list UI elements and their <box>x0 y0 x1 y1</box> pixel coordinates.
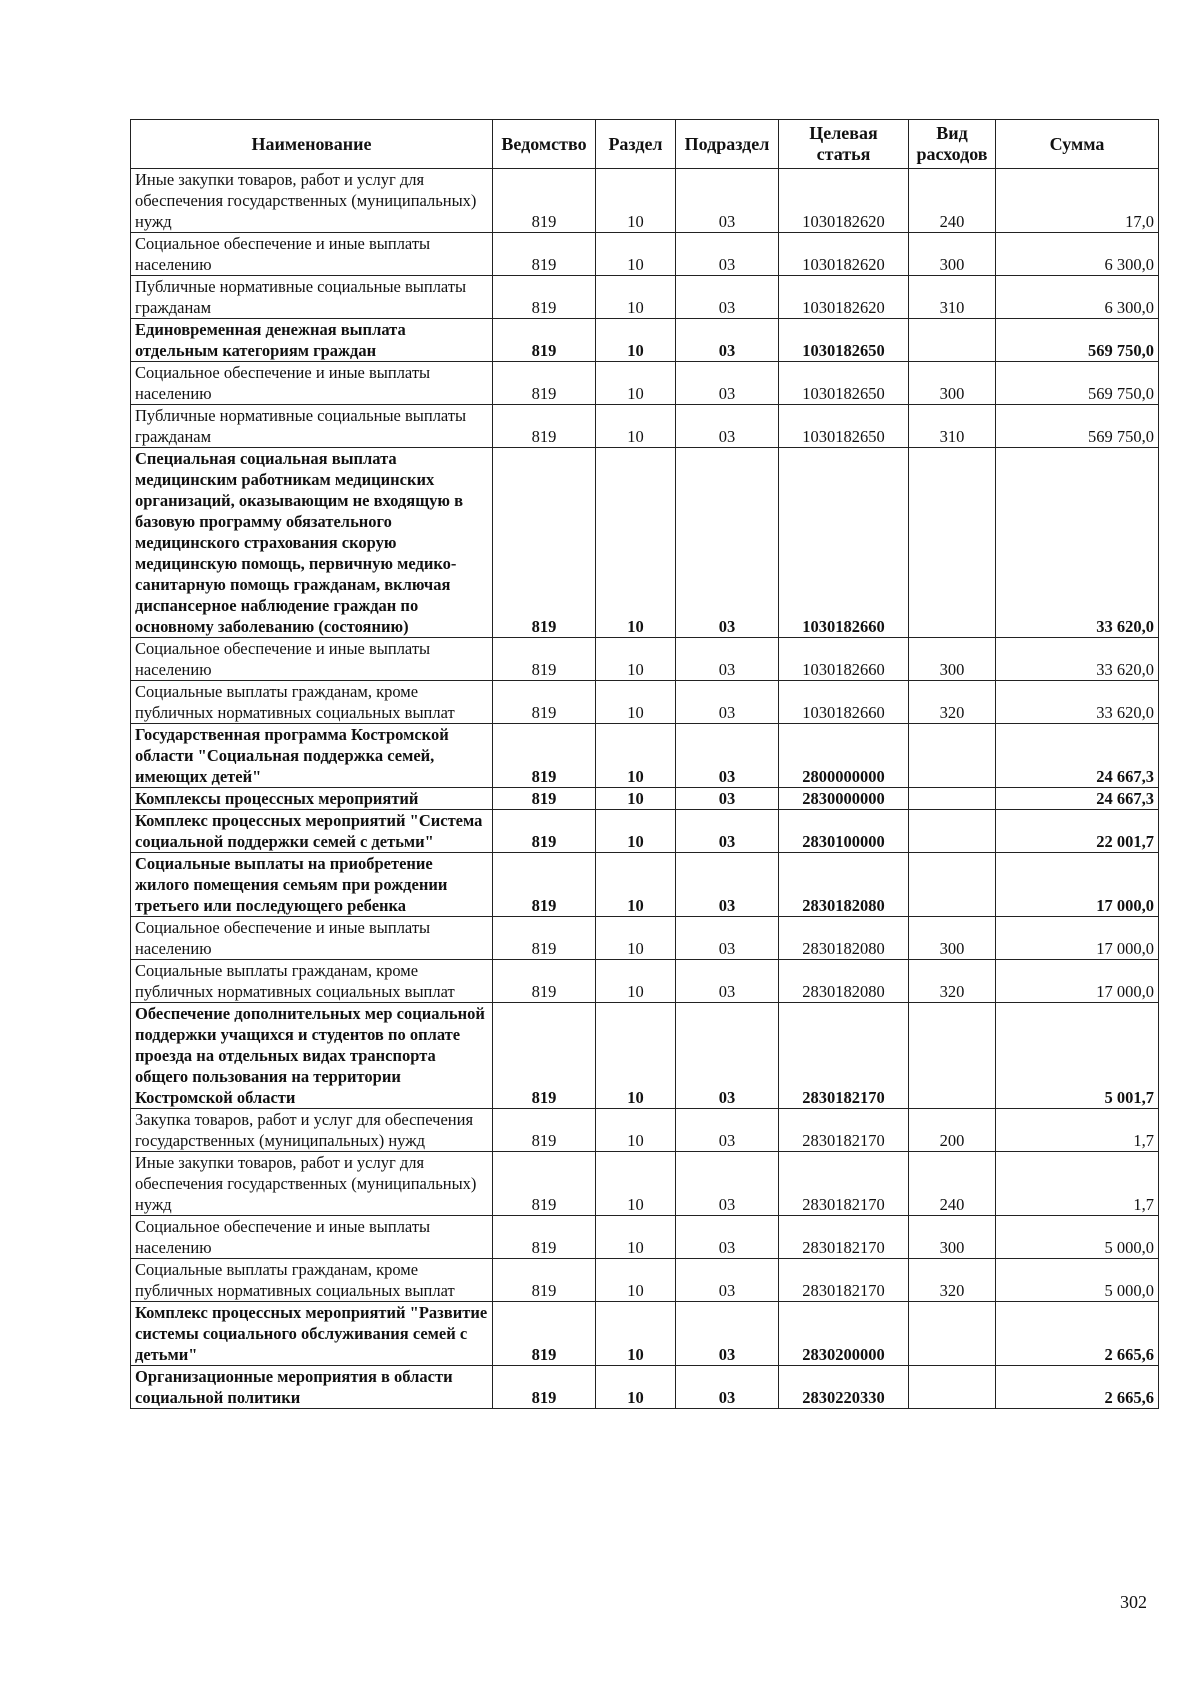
cell-name: Закупка товаров, работ и услуг для обеспечения государственных (муниципальных) нужд <box>131 1109 493 1152</box>
cell-section: 10 <box>596 1216 676 1259</box>
cell-section: 10 <box>596 788 676 810</box>
cell-subsection: 03 <box>676 853 779 917</box>
cell-kind: 200 <box>909 1109 996 1152</box>
cell-dept: 819 <box>493 1259 596 1302</box>
cell-article: 2830182170 <box>779 1109 909 1152</box>
cell-name: Государственная программа Костромской области "Социальная поддержка семей, имеющих детей" <box>131 724 493 788</box>
cell-subsection: 03 <box>676 1152 779 1216</box>
cell-section: 10 <box>596 681 676 724</box>
table-row <box>131 788 1159 810</box>
cell-subsection: 03 <box>676 917 779 960</box>
cell-sum: 24 667,3 <box>996 788 1159 810</box>
cell-section: 10 <box>596 448 676 638</box>
cell-subsection: 03 <box>676 1109 779 1152</box>
cell-dept: 819 <box>493 362 596 405</box>
cell-section: 10 <box>596 169 676 233</box>
cell-sum: 2 665,6 <box>996 1302 1159 1366</box>
cell-sum: 33 620,0 <box>996 681 1159 724</box>
cell-kind: 240 <box>909 169 996 233</box>
cell-name: Комплекс процессных мероприятий "Система социальной поддержки семей с детьми" <box>131 810 493 853</box>
table-row <box>131 448 1159 638</box>
cell-sum: 569 750,0 <box>996 405 1159 448</box>
cell-section: 10 <box>596 810 676 853</box>
cell-subsection: 03 <box>676 788 779 810</box>
table-row <box>131 1366 1159 1409</box>
cell-section: 10 <box>596 319 676 362</box>
cell-article: 2830000000 <box>779 788 909 810</box>
cell-dept: 819 <box>493 1003 596 1109</box>
cell-sum: 5 000,0 <box>996 1216 1159 1259</box>
table-row <box>131 1259 1159 1302</box>
cell-subsection: 03 <box>676 276 779 319</box>
cell-name: Иные закупки товаров, работ и услуг для обеспечения государственных (муниципальных) нужд <box>131 1152 493 1216</box>
table-row <box>131 917 1159 960</box>
cell-sum: 24 667,3 <box>996 724 1159 788</box>
cell-kind: 300 <box>909 638 996 681</box>
cell-article: 2830182170 <box>779 1152 909 1216</box>
cell-kind: 300 <box>909 362 996 405</box>
cell-article: 1030182660 <box>779 638 909 681</box>
cell-subsection: 03 <box>676 810 779 853</box>
cell-name: Социальное обеспечение и иные выплаты населению <box>131 362 493 405</box>
cell-section: 10 <box>596 638 676 681</box>
cell-section: 10 <box>596 960 676 1003</box>
cell-dept: 819 <box>493 1216 596 1259</box>
cell-subsection: 03 <box>676 362 779 405</box>
cell-kind <box>909 788 996 810</box>
cell-dept: 819 <box>493 960 596 1003</box>
header-kind: Вид расходов <box>909 120 996 169</box>
cell-article: 2830182080 <box>779 917 909 960</box>
table-row <box>131 1216 1159 1259</box>
table-row <box>131 319 1159 362</box>
cell-kind <box>909 810 996 853</box>
cell-kind: 310 <box>909 405 996 448</box>
cell-section: 10 <box>596 1003 676 1109</box>
cell-subsection: 03 <box>676 169 779 233</box>
table-row <box>131 810 1159 853</box>
cell-section: 10 <box>596 853 676 917</box>
cell-name: Организационные мероприятия в области социальной политики <box>131 1366 493 1409</box>
cell-sum: 22 001,7 <box>996 810 1159 853</box>
cell-sum: 17 000,0 <box>996 853 1159 917</box>
cell-kind: 300 <box>909 233 996 276</box>
cell-sum: 1,7 <box>996 1152 1159 1216</box>
cell-article: 2830182170 <box>779 1259 909 1302</box>
cell-name: Комплексы процессных мероприятий <box>131 788 493 810</box>
cell-kind: 300 <box>909 1216 996 1259</box>
cell-dept: 819 <box>493 917 596 960</box>
cell-subsection: 03 <box>676 405 779 448</box>
header-section: Раздел <box>596 120 676 169</box>
cell-kind: 300 <box>909 917 996 960</box>
cell-sum: 33 620,0 <box>996 448 1159 638</box>
cell-subsection: 03 <box>676 233 779 276</box>
table-row <box>131 853 1159 917</box>
cell-dept: 819 <box>493 405 596 448</box>
cell-section: 10 <box>596 1302 676 1366</box>
cell-dept: 819 <box>493 1109 596 1152</box>
header-subsection: Подраздел <box>676 120 779 169</box>
cell-kind <box>909 724 996 788</box>
cell-kind <box>909 448 996 638</box>
cell-sum: 569 750,0 <box>996 362 1159 405</box>
cell-dept: 819 <box>493 319 596 362</box>
cell-sum: 6 300,0 <box>996 233 1159 276</box>
cell-section: 10 <box>596 1366 676 1409</box>
cell-subsection: 03 <box>676 1366 779 1409</box>
cell-section: 10 <box>596 362 676 405</box>
cell-dept: 819 <box>493 276 596 319</box>
cell-subsection: 03 <box>676 681 779 724</box>
cell-name: Публичные нормативные социальные выплаты гражданам <box>131 276 493 319</box>
cell-dept: 819 <box>493 233 596 276</box>
cell-section: 10 <box>596 276 676 319</box>
cell-sum: 1,7 <box>996 1109 1159 1152</box>
table-row <box>131 405 1159 448</box>
cell-sum: 17,0 <box>996 169 1159 233</box>
cell-article: 2800000000 <box>779 724 909 788</box>
cell-name: Единовременная денежная выплата отдельным категориям граждан <box>131 319 493 362</box>
cell-name: Публичные нормативные социальные выплаты гражданам <box>131 405 493 448</box>
cell-article: 1030182650 <box>779 405 909 448</box>
table-row <box>131 1109 1159 1152</box>
cell-name: Социальное обеспечение и иные выплаты населению <box>131 917 493 960</box>
cell-dept: 819 <box>493 1366 596 1409</box>
cell-section: 10 <box>596 917 676 960</box>
cell-subsection: 03 <box>676 724 779 788</box>
cell-section: 10 <box>596 724 676 788</box>
cell-kind: 240 <box>909 1152 996 1216</box>
cell-article: 2830182170 <box>779 1003 909 1109</box>
cell-kind: 310 <box>909 276 996 319</box>
cell-kind: 320 <box>909 1259 996 1302</box>
cell-article: 1030182650 <box>779 362 909 405</box>
cell-sum: 5 000,0 <box>996 1259 1159 1302</box>
table-row <box>131 276 1159 319</box>
table-body <box>131 169 1159 1409</box>
cell-dept: 819 <box>493 1152 596 1216</box>
cell-dept: 819 <box>493 681 596 724</box>
cell-article: 1030182660 <box>779 448 909 638</box>
cell-article: 1030182660 <box>779 681 909 724</box>
cell-section: 10 <box>596 1259 676 1302</box>
cell-name: Комплекс процессных мероприятий "Развитие системы социального обслуживания семей с детьми" <box>131 1302 493 1366</box>
cell-name: Специальная социальная выплата медицинским работникам медицинских организаций, оказывающим не входящую в базовую программу обязательного медицинского страхования скорую медицинскую помощь, первичную медико-санитарную помощь гражданам, включая диспансерное наблюдение граждан по основному заболеванию (состоянию) <box>131 448 493 638</box>
page-number: 302 <box>1120 1592 1147 1612</box>
cell-dept: 819 <box>493 724 596 788</box>
cell-name: Социальные выплаты гражданам, кроме публичных нормативных социальных выплат <box>131 1259 493 1302</box>
cell-kind <box>909 319 996 362</box>
cell-article: 1030182620 <box>779 233 909 276</box>
cell-name: Социальное обеспечение и иные выплаты населению <box>131 233 493 276</box>
cell-sum: 17 000,0 <box>996 960 1159 1003</box>
header-dept: Ведомство <box>493 120 596 169</box>
cell-article: 2830200000 <box>779 1302 909 1366</box>
cell-article: 2830182080 <box>779 960 909 1003</box>
table-header-row <box>131 120 1159 169</box>
cell-sum: 569 750,0 <box>996 319 1159 362</box>
cell-dept: 819 <box>493 788 596 810</box>
cell-subsection: 03 <box>676 448 779 638</box>
header-sum: Сумма <box>996 120 1159 169</box>
cell-sum: 5 001,7 <box>996 1003 1159 1109</box>
header-name: Наименование <box>131 120 493 169</box>
cell-dept: 819 <box>493 1302 596 1366</box>
table-row <box>131 1302 1159 1366</box>
budget-table <box>130 119 1159 1409</box>
table-row <box>131 638 1159 681</box>
cell-subsection: 03 <box>676 638 779 681</box>
header-article: Целевая статья <box>779 120 909 169</box>
cell-article: 2830100000 <box>779 810 909 853</box>
cell-name: Социальное обеспечение и иные выплаты населению <box>131 1216 493 1259</box>
cell-name: Иные закупки товаров, работ и услуг для обеспечения государственных (муниципальных) нужд <box>131 169 493 233</box>
cell-kind: 320 <box>909 960 996 1003</box>
table-row <box>131 960 1159 1003</box>
cell-article: 2830182170 <box>779 1216 909 1259</box>
cell-name: Социальное обеспечение и иные выплаты населению <box>131 638 493 681</box>
cell-article: 1030182620 <box>779 276 909 319</box>
table-row <box>131 1152 1159 1216</box>
cell-subsection: 03 <box>676 1302 779 1366</box>
cell-kind <box>909 1366 996 1409</box>
cell-sum: 2 665,6 <box>996 1366 1159 1409</box>
cell-sum: 6 300,0 <box>996 276 1159 319</box>
cell-name: Социальные выплаты гражданам, кроме публичных нормативных социальных выплат <box>131 681 493 724</box>
cell-article: 2830182080 <box>779 853 909 917</box>
cell-section: 10 <box>596 1109 676 1152</box>
table-row <box>131 681 1159 724</box>
cell-sum: 17 000,0 <box>996 917 1159 960</box>
cell-dept: 819 <box>493 169 596 233</box>
cell-section: 10 <box>596 405 676 448</box>
cell-dept: 819 <box>493 810 596 853</box>
cell-subsection: 03 <box>676 319 779 362</box>
cell-kind: 320 <box>909 681 996 724</box>
cell-article: 1030182620 <box>779 169 909 233</box>
table-row <box>131 724 1159 788</box>
cell-subsection: 03 <box>676 1216 779 1259</box>
cell-dept: 819 <box>493 448 596 638</box>
cell-article: 2830220330 <box>779 1366 909 1409</box>
cell-dept: 819 <box>493 638 596 681</box>
cell-article: 1030182650 <box>779 319 909 362</box>
cell-section: 10 <box>596 233 676 276</box>
cell-kind <box>909 1003 996 1109</box>
cell-subsection: 03 <box>676 1003 779 1109</box>
cell-kind <box>909 1302 996 1366</box>
cell-section: 10 <box>596 1152 676 1216</box>
table-row <box>131 233 1159 276</box>
table-row <box>131 362 1159 405</box>
table-row <box>131 1003 1159 1109</box>
cell-subsection: 03 <box>676 1259 779 1302</box>
cell-name: Социальные выплаты на приобретение жилого помещения семьям при рождении третьего или последующего ребенка <box>131 853 493 917</box>
cell-kind <box>909 853 996 917</box>
cell-name: Социальные выплаты гражданам, кроме публичных нормативных социальных выплат <box>131 960 493 1003</box>
table-row <box>131 169 1159 233</box>
cell-dept: 819 <box>493 853 596 917</box>
cell-name: Обеспечение дополнительных мер социальной поддержки учащихся и студентов по оплате проезда на отдельных видах транспорта общего пользования на территории Костромской области <box>131 1003 493 1109</box>
cell-subsection: 03 <box>676 960 779 1003</box>
cell-sum: 33 620,0 <box>996 638 1159 681</box>
